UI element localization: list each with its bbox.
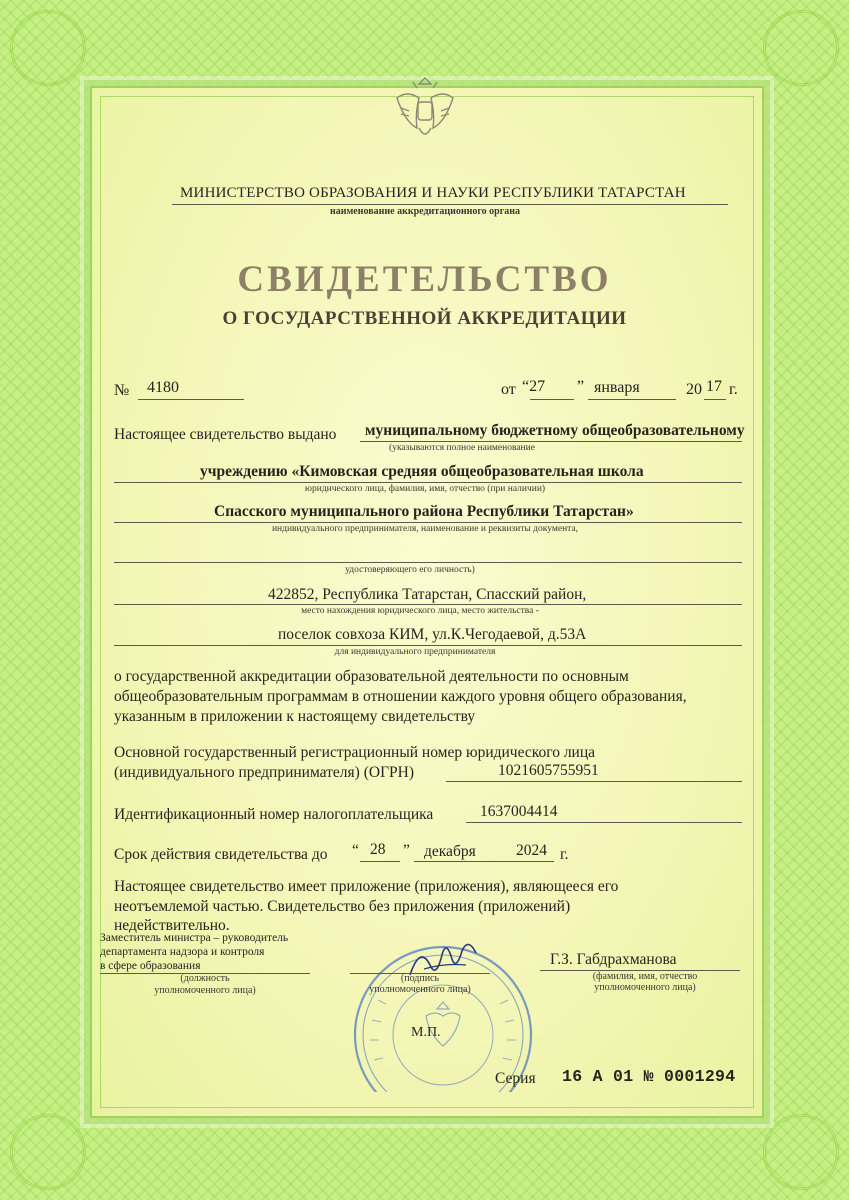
series-label: Серия [495,1070,536,1087]
validity-day: 28 [370,841,386,858]
coat-of-arms-emblem [383,68,467,152]
issue-day-close-quote: ” [577,378,585,395]
position-caption-2: уполномоченного лица) [154,985,256,996]
validity-month: декабря [424,843,476,860]
ornament-bottom-right [763,1114,839,1190]
issue-day: “27 [522,378,546,395]
authority-caption: наименование аккредитационного органа [329,206,521,217]
signer-position-line1: Заместитель министра – руководитель [100,932,289,944]
issued-caption-2: юридического лица, фамилия, имя, отчество (при наличии) [304,484,546,494]
issue-year-prefix: 20 [686,381,702,398]
annex-line2: неотъемлемой частью. Свидетельство без приложения (приложений) [114,898,571,915]
validity-g: г. [560,846,569,863]
issue-month: января [594,379,640,396]
accreditation-line3: указанным в приложении к настоящему свидетельству [114,708,476,725]
authority-name: МИНИСТЕРСТВО ОБРАЗОВАНИЯ И НАУКИ РЕСПУБЛИКИ ТАТАРСТАН [180,185,686,201]
signer-name: Г.З. Габдрахманова [550,951,677,968]
issued-caption-1: (указываются полное наименование [389,443,535,453]
issue-year-suffix: 17 [706,378,722,395]
series-number: 16 А 01 № 0001294 [562,1067,736,1086]
annex-line3: недействительно. [114,917,230,934]
inn-label: Идентификационный номер налогоплательщика [114,806,434,823]
signature-caption-2: уполномоченного лица) [369,984,471,995]
issued-to-line2: учреждению «Кимовская средняя общеобразовательная школа [200,463,644,480]
issued-caption-4: удостоверяющего его личность) [345,565,475,575]
validity-label: Срок действия свидетельства до [114,846,328,863]
ornament-bottom-left [10,1114,86,1190]
number-sign: № [114,382,130,399]
ornament-top-right [763,10,839,86]
certificate-title: СВИДЕТЕЛЬСТВО [237,259,612,300]
validity-year: 2024 [516,842,547,859]
issued-to-line1: муниципальному бюджетному общеобразовательному [365,422,745,439]
address-caption-1: место нахождения юридического лица, место жительства - [301,606,539,616]
signer-position-line3: в сфере образования [100,960,201,972]
address-line2: поселок совхоза КИМ, ул.К.Чегодаевой, д.53А [278,626,587,643]
name-caption-1: (фамилия, имя, отчество [592,971,698,982]
address-line1: 422852, Республика Татарстан, Спасский район, [268,586,587,603]
position-caption-1: (должность [180,973,230,984]
date-from-label: от [501,381,516,398]
stamp-place-label: М.П. [411,1025,441,1040]
ogrn-label: (индивидуального предпринимателя) (ОГРН) [114,764,415,781]
issue-year-g: г. [729,381,738,398]
certificate-number: 4180 [147,379,179,396]
accreditation-line1: о государственной аккредитации образовательной деятельности по основным [114,668,629,685]
signer-position-line2: департамента надзора и контроля [100,946,265,958]
name-caption-2: уполномоченного лица) [594,982,696,993]
validity-open-quote: “ [352,842,359,859]
accreditation-line2: общеобразовательным программам в отношении каждого уровня общего образования, [114,688,687,705]
validity-close-quote: ” [403,842,410,859]
address-caption-2: для индивидуального предпринимателя [334,647,496,657]
issued-to-label: Настоящее свидетельство выдано [114,426,337,443]
ornament-top-left [10,10,86,86]
signature-caption-1: (подпись [400,973,440,984]
inn-value: 1637004414 [480,803,558,820]
issued-to-line3: Спасского муниципального района Республики Татарстан» [214,503,634,520]
ogrn-line1: Основной государственный регистрационный номер юридического лица [114,744,596,761]
annex-line1: Настоящее свидетельство имеет приложение (приложения), являющееся его [114,878,619,895]
ogrn-value: 1021605755951 [498,762,599,779]
issued-caption-3: индивидуального предпринимателя, наименование и реквизиты документа, [271,524,579,534]
certificate-subtitle: О ГОСУДАРСТВЕННОЙ АККРЕДИТАЦИИ [222,308,627,329]
